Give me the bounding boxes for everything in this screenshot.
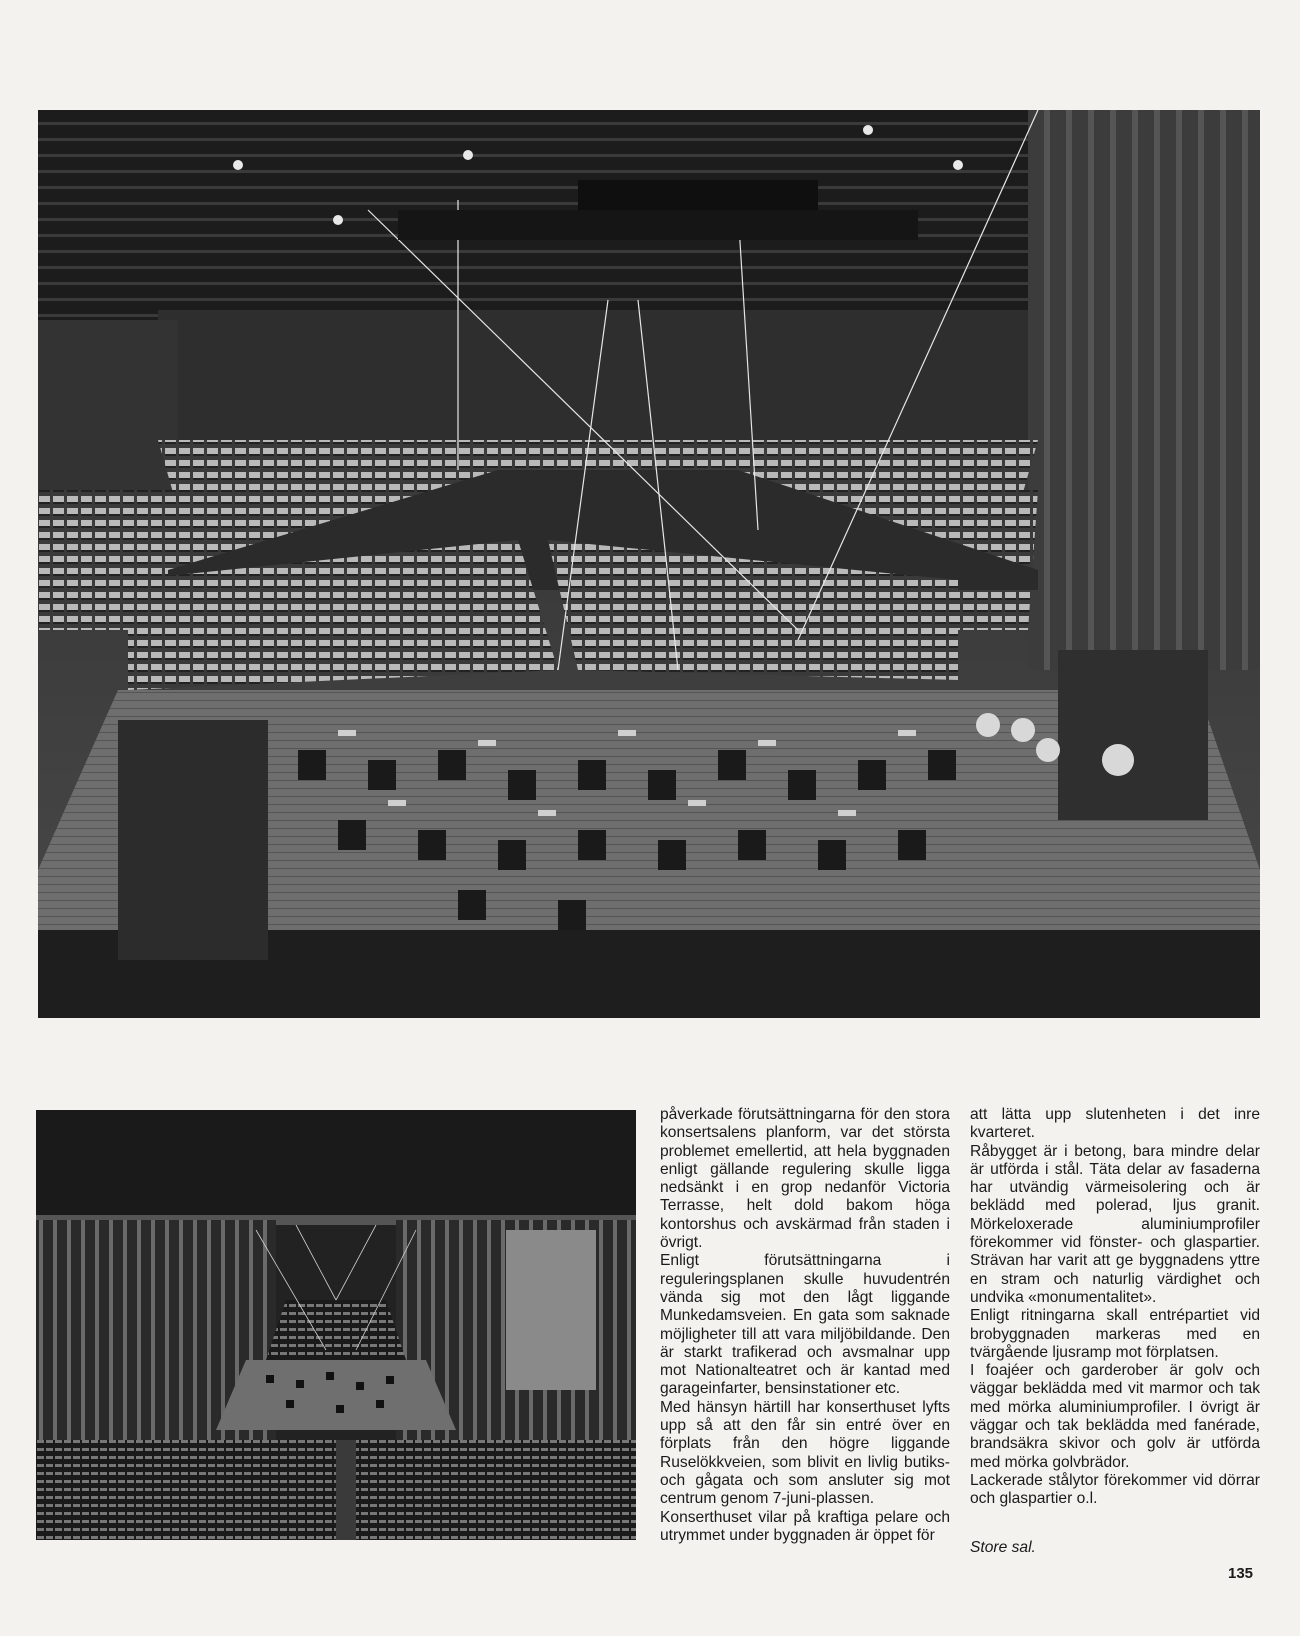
photo-caption: Store sal. <box>970 1539 1036 1556</box>
article-paragraph: Lackerade stålytor förekommer vid dörrar och glaspartier o.l. <box>970 1471 1260 1508</box>
article-paragraph: Konserthuset vilar på kraftiga pelare och utrymmet under byggnaden är öppet för <box>660 1508 950 1544</box>
concert-hall-stage-illustration <box>38 110 1260 1018</box>
article-paragraph: Med hänsyn härtill har konserthuset lyfts upp så att den får sin entré över en förplats från den högre liggande Ruselökkveien, som blivit en livlig butiks- och gågata och som ansluter sig mot centrum genom 7-juni-plassen. <box>660 1398 950 1508</box>
concert-hall-interior-illustration <box>36 1110 636 1540</box>
concert-hall-stage-photo <box>38 110 1260 1018</box>
article-paragraph: Enligt förutsättningarna i reguleringsplanen skulle huvudentrén vända sig mot den lågt liggande Munkedamsveien. En gata som saknade möjligheter till att vara miljöbildande. Den är starkt trafikerad och avsmalnar upp mot Nationalteatret och är kantad med garageinfarter, bensinstationer etc. <box>660 1252 950 1398</box>
article-paragraph: Råbygget är i betong, bara mindre delar är utförda i stål. Täta delar av fasaderna har utvändig värmeisolering och är beklädd med polerad, ljus granit. Mörkeloxerade aluminiumprofiler förekommer vid fönster- och glaspartier. Strävan har varit att ge byggnadens yttre en stram och naturlig värdighet och undvika «monumentalitet». <box>970 1142 1260 1306</box>
concert-hall-interior-photo <box>36 1110 636 1540</box>
article-column-left <box>660 1106 950 1545</box>
article-paragraph: att lätta upp slutenheten i det inre kvarteret. <box>970 1106 1260 1142</box>
article-paragraph: Enligt ritningarna skall entrépartiet vid brobyggnaden markeras med en tvärgående ljusramp mot förplatsen. <box>970 1307 1260 1361</box>
page-number: 135 <box>1228 1565 1254 1582</box>
article-paragraph: påverkade förutsättningarna för den stora konsertsalens planform, var det största problemet emellertid, att hela byggnaden enligt gällande regulering skulle ligga nedsänkt i en grop nedanför Victoria Terrasse, helt dold bakom höga kontorshus och avskärmad från staden i övrigt. <box>660 1106 950 1252</box>
article-paragraph: I foajéer och garderober är golv och väggar beklädda med vit marmor och tak med mörka aluminiumprofiler. I övrigt är väggar och tak beklädda med fanérade, brandsäkra skivor och golv är utförda med mörka golvbrädor. <box>970 1362 1260 1471</box>
article-column-right <box>970 1106 1260 1509</box>
